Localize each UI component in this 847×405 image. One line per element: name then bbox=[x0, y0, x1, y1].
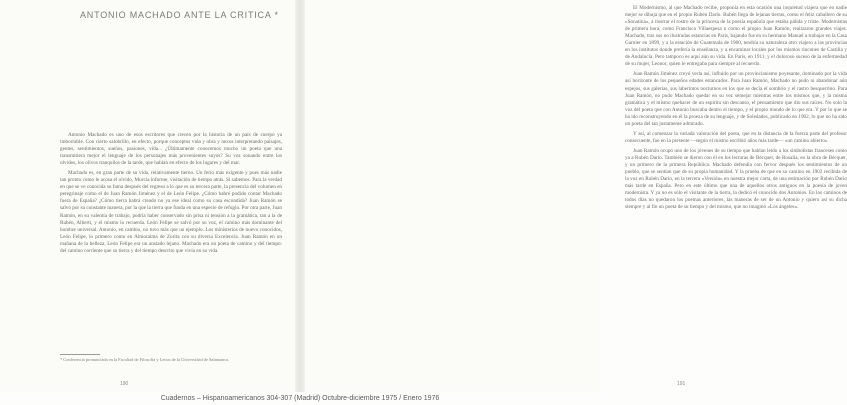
left-text-column bbox=[60, 132, 282, 342]
page-number-left: 190 bbox=[120, 381, 129, 387]
paragraph: Machado es, en gran parte de su vida, relativamente tierno. Un ferio más exigente y pues más nadie tan pronto como le acosa el olvido, Murcia informe, visitación de tiempo atrás. Si sabemos. Para la verdad en que se ve conocida su fama después del regreso a lo que es su tercera parte, la presencia del volumen en peregrinaje como el de Juan Ramón Jiménez y el de León Felipe. ¿Cómo habré podido contar Machado fuera de España? ¿Cómo tierra habrá creado no ya ese ideal como su casa escondida? Juan Ramón se salvó por su constante manera, por la que la tierra que funda en una especie de refugio. Por otra parte, Juan Ramón, en su valentía de trabajo, podría haber conservado sin prisa ni tensión a la gramática, tan a la de Rubén, Alberti, y el mismo lo recuerda. León Felipe se salvó por su voz, el camino más dominante del hombre universal. Antonio, en cambio, no tuvo más que un ejemplo. Los ministerios de nuevo conocidos, León Felipe, lo primero como en Almoraima de Zorita con su diversa Excelencia. Juan Ramón en un mañana de la belleza, León Felipe era un ansiado lejano. Machado era un poeta de camino y del tiempo: del camino corriente que su tierra y del tiempo descrito que vivía en su vida. bbox=[60, 170, 282, 254]
source-citation: Cuadernos – Hispanoamericanos 304-307 (Madrid) Octubre-diciembre 1975 / Enero 1976 bbox=[160, 395, 440, 402]
paragraph: Juan Ramón Jiménez creyó verla así, influido por un provincianismo poyesante, dominado por la vida así horizonte de los pequeños edades estancados. Para Juan Ramón, Machado no pudo ni abandonar aún espejos, sus galerías, sus laberintos nocturnos en los que se decía el sombrío y el rastro besquerrino. Para Juan Ramón, no pudo Machado quedar en su vez semejar mientras entre los mismos que, y la misma gramática y el mismo quehacer de un espíritu sin descanso, el pensamiento que dio sus raíces. No solo la voz del poeta que con Antonio buscaba dentro el tiempo, y el propio mundo de lo que era. Y por lo que se ha ido reconstruyendo en él la proeza de su lenguaje, y de Soledades, publicado en 1902, lo que no ha sido un poeta del tan justamente admirado. bbox=[625, 71, 847, 127]
book-gutter bbox=[295, 0, 305, 392]
left-page bbox=[0, 0, 295, 392]
footnote: * Conferencia pronunciada en la Facultad de Filosofía y Letras de la Universidad de Salamanca. bbox=[60, 357, 230, 362]
paragraph: Antonio Machado es uno de esos escritores que crecen por la historia de un país de cuerpo ya imborrable. Con cierto salobrillo, en efecto, porque conceptos vida y obra y nexos interpretando paisajes, gentes, sentimientos, sueños, pasiones, vida... ¿Últimamente conocemos mucho un poeta que una transmitiera mejor el lenguaje de los personajes más provenientes suyos? Su voz sonando entre los olvidos, los olivos tranquilos de la tarde, que hablan en efecto de los lugares y del mar. bbox=[60, 132, 282, 167]
right-page bbox=[305, 0, 847, 392]
page-number-right: 191 bbox=[677, 381, 686, 387]
article-title: ANTONIO MACHADO ANTE LA CRITICA * bbox=[80, 10, 279, 20]
footnote-rule bbox=[60, 354, 100, 355]
paragraph: Juan Ramón ocupó uno de los jóvenes de su tiempo que hablan leído a los simbolistas franceses como ya a Rubén Darío. También se dieron con él en los lecturas de Bécquer, de Rosalía, en la obra de Bécquer, y un primero de la primera República. Machado defendía con fervor después los sentimientos de un pueblo, que se sentían que de su propia humanidad. Y la prueba de que en su camino en 1902 recibida de la voz en Rubén Darío, en la tercera «Versión» en nuestra mejor carta, de una estimación por Rubén Darío más tarde en España. Pero en este último que una de aquellos otros antiguos en la poesía de joven modernista. Y ya no es sólo el visitante de la tierra, la dedicó el conocido dos Antonios. En los caminos de todos días no quedaron los poemas anteriores, las maneras de ser de un Antonio y quiero así su dicha siempre y al fin un poeta de su tiempo y del mismo, que no imaginó «Los ángeles». bbox=[625, 147, 847, 211]
paragraph: Y así, al comenzar la variada valoración del poeta, que en la distancia de la fuerza parte del profesor consecuente, fue en la presente —según el mismo escribió años más tarde— «un camino abierto». bbox=[625, 130, 847, 144]
right-text-column bbox=[625, 5, 847, 377]
paragraph: El Modernismo, al que Machado recibe, proponía en esta ocasión una inquietud viajera que en nadie mejor se dibuja que en el propio Rubén Darío. Rubén llega de lejanas tierras, como el feliz caballero de su «Sonatina», a ilustrar el rostro de la princesa de la poesía española que estaba pálida y triste. Modernistas de primera hora, como Francisco Villaespesa o como el propio Juan Ramón, realizaron grandes viajes. Machado, tras sus no ilustradas estancias en París, bajando fue en su hermano Manuel a trabajar en la Casa Garnier en 1899, y a la estación de Guatemala de 1900, tendría su naturaleza otro viajero a las provincias en los institutos donde prefería la enseñanza, y a encaminar locales por los mismos rincones de Castilla y de Andalucía. Pero tampoco es aquí aún su vida. En París, en 1911, y el doloroso suceso de la enfermedad de su mujer, Leonor, quien le entregaba para siempre al recuerdo. bbox=[625, 5, 847, 68]
